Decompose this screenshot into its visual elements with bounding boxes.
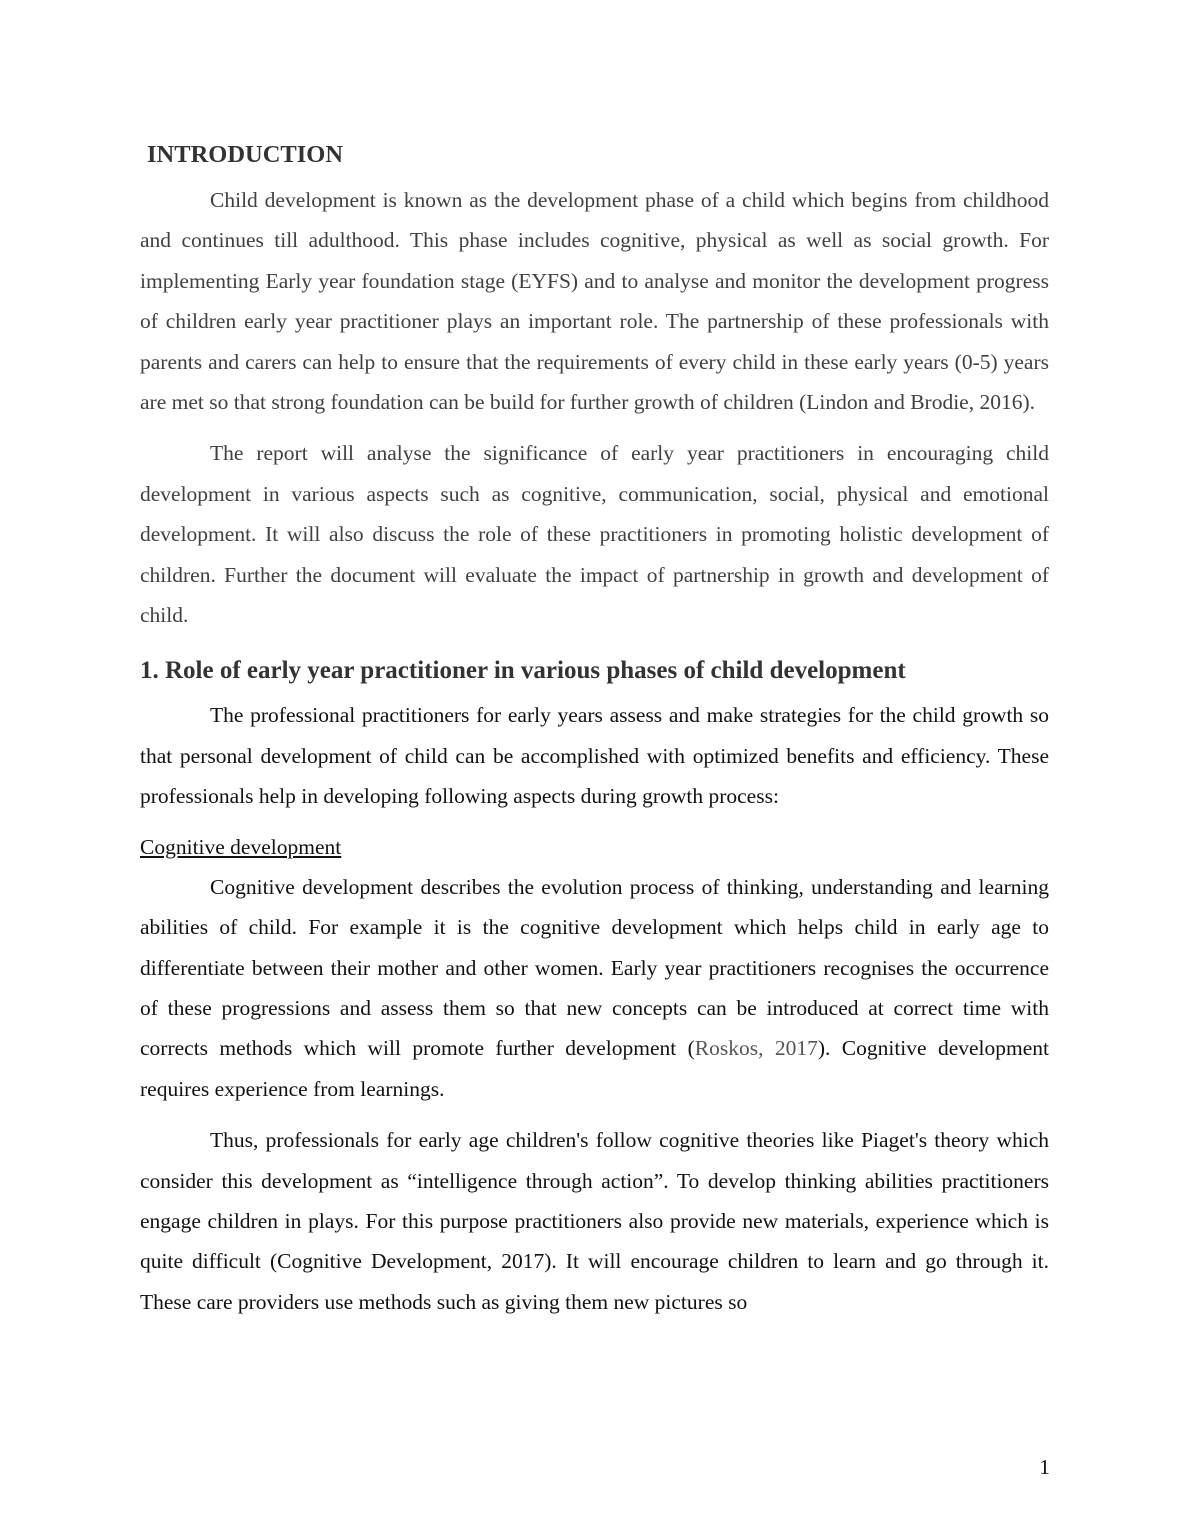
cognitive-paragraph-2: Thus, professionals for early age children's follow cognitive theories like Piaget's theory which consider this development as “intelligence through action”. To develop thinking abilities practitioners engage children in plays. For this purpose practitioners also provide new materials, experience which is quite difficult (Cognitive Development, 2017). It will encourage children to learn and go through it. These care providers use methods such as giving them new pictures so	[140, 1128, 1049, 1314]
cognitive-paragraph-1-text-before: Cognitive development describes the evolution process of thinking, understanding and learning abilities of child. For example it is the cognitive development which helps child in early age to differentiate between their mother and other women. Early year practitioners recognises the occurrence of these progressions and assess them so that new concepts can be introduced at correct time with corrects methods which will promote further development (	[140, 874, 1049, 1061]
intro-paragraph-1: Child development is known as the development phase of a child which begins from childhood and continues till adulthood. This phase includes cognitive, physical as well as social growth. For implementing Early year foundation stage (EYFS) and to analyse and monitor the development progress of children early year practitioner plays an important role. The partnership of these professionals with parents and carers can help to ensure that the requirements of every child in these early years (0-5) years are met so that strong foundation can be build for further growth of children (Lindon and Brodie, 2016).	[140, 188, 1049, 415]
introduction-heading: INTRODUCTION	[147, 141, 344, 168]
section-1-paragraph: The professional practitioners for early years assess and make strategies for the child growth so that personal development of child can be accomplished with optimized benefits and efficiency. These professionals help in developing following aspects during growth process:	[140, 703, 1049, 809]
page-content	[140, 138, 1049, 1322]
section-1-heading: 1. Role of early year practitioner in various phases of child development	[140, 657, 906, 685]
cognitive-development-subheading: Cognitive development	[140, 834, 342, 859]
cognitive-paragraph-1-text-after: ). Cognitive development requires experience from learnings.	[140, 1036, 1049, 1101]
page-number: 1	[1039, 1455, 1050, 1479]
intro-paragraph-2: The report will analyse the significance of early year practitioners in encouraging child development in various aspects such as cognitive, communication, social, physical and emotional development. It will also discuss the role of these practitioners in promoting holistic development of children. Further the document will evaluate the impact of partnership in growth and development of child.	[140, 441, 1049, 628]
cognitive-paragraph-1-citation: Roskos, 2017	[694, 1036, 818, 1061]
cognitive-paragraph-1	[140, 867, 1049, 1109]
